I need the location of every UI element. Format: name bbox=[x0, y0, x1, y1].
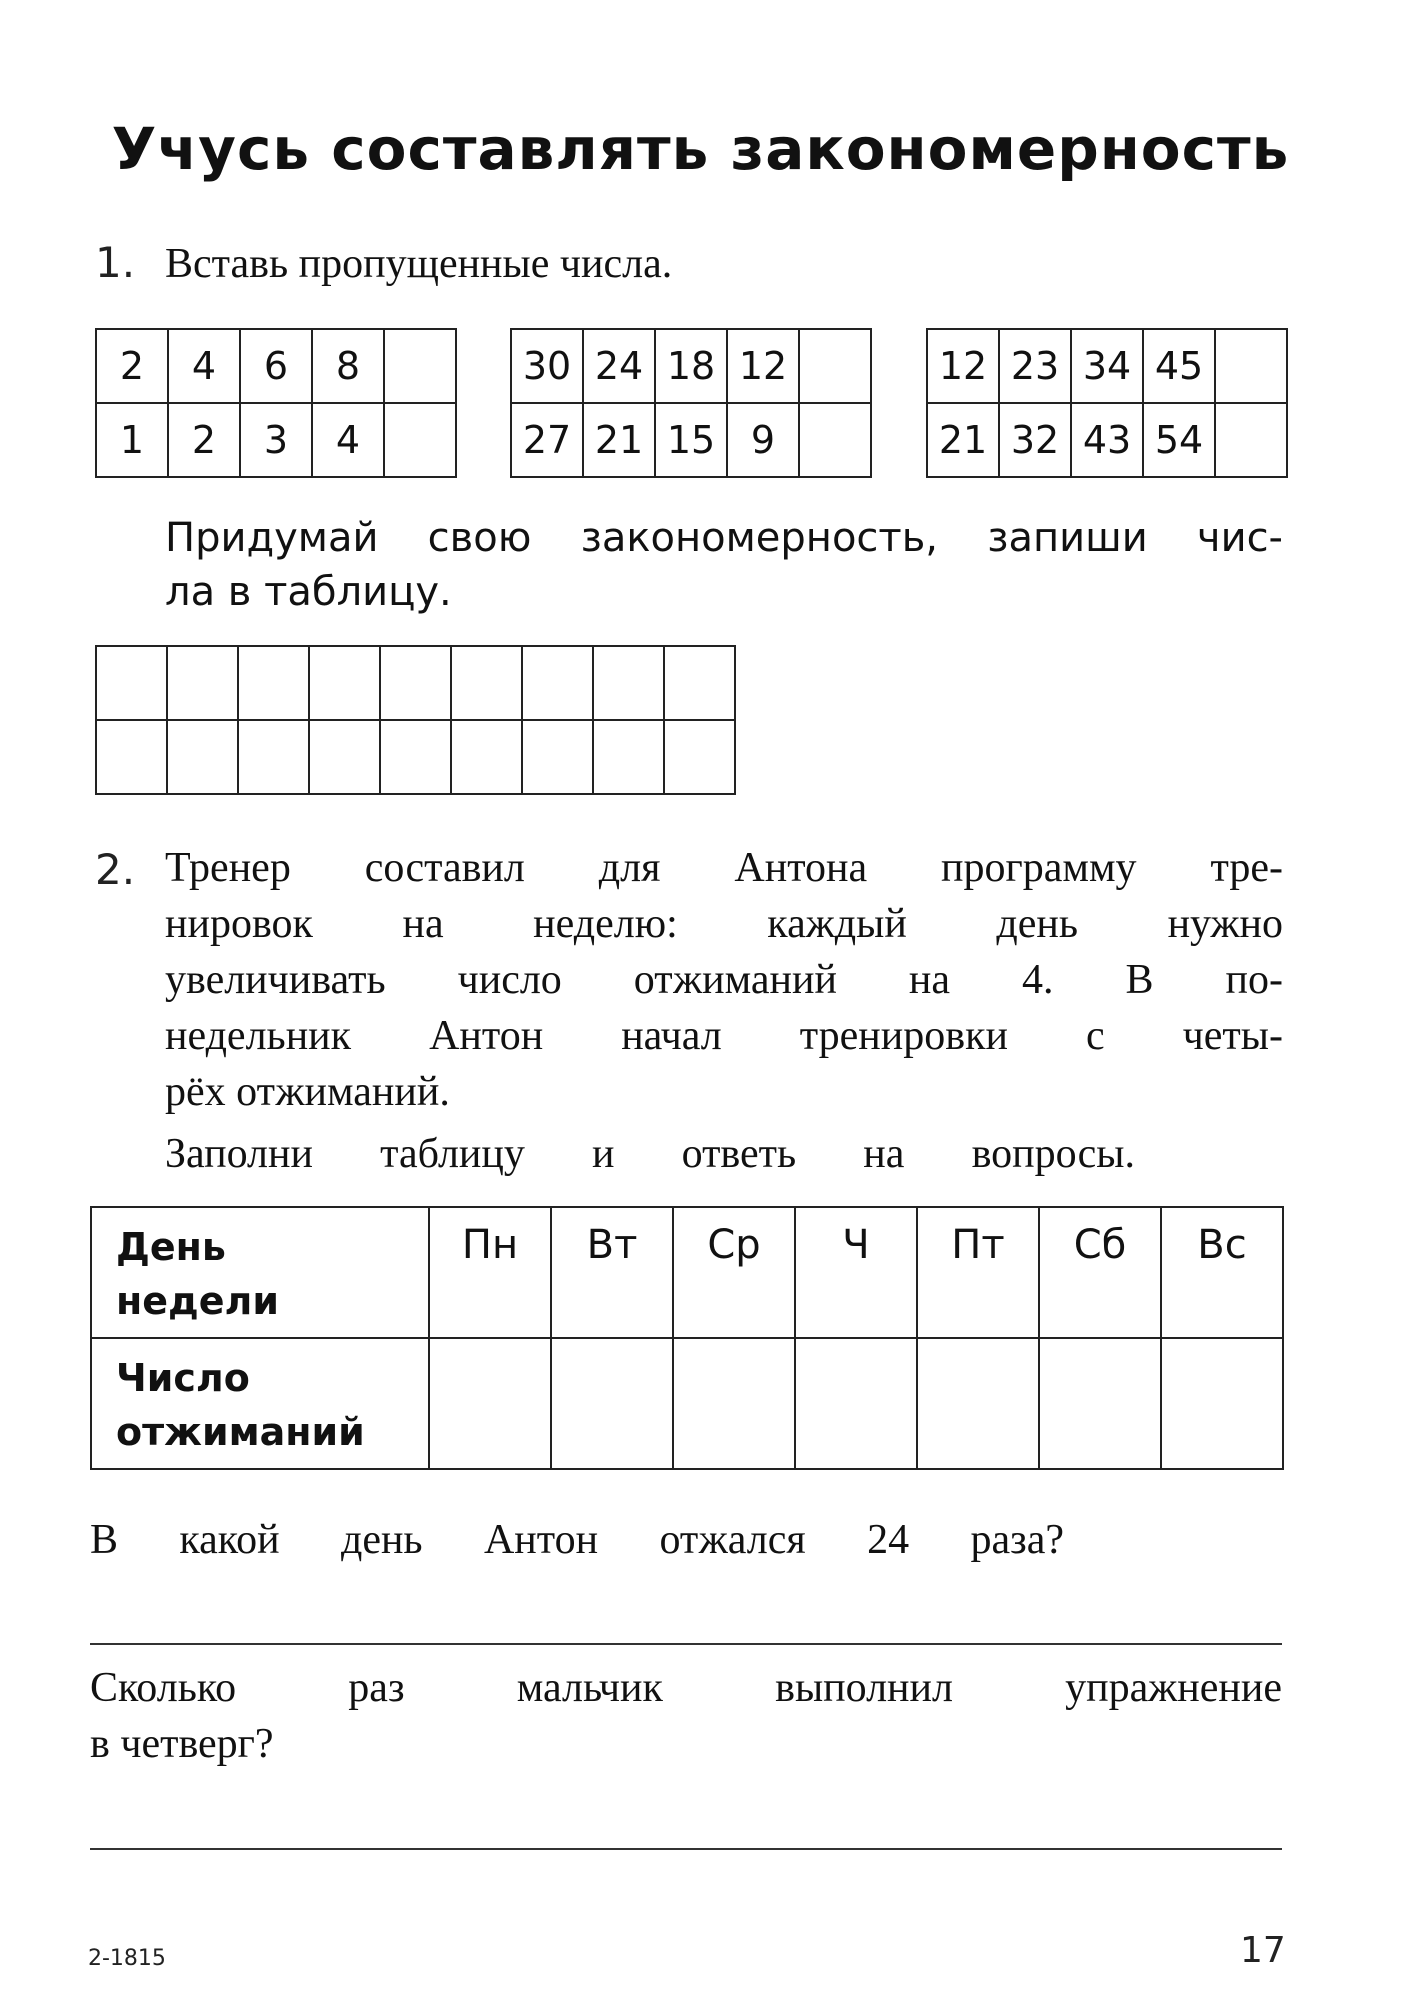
own-pattern-instruction-line1: Придумай свою закономерность, запиши чис- bbox=[165, 515, 1283, 561]
own-pattern-cell[interactable] bbox=[167, 646, 238, 720]
pattern-cell: 2 bbox=[96, 329, 168, 403]
pattern-blank-cell[interactable] bbox=[799, 403, 871, 477]
day-tue: Вт bbox=[551, 1207, 673, 1338]
own-pattern-cell[interactable] bbox=[593, 720, 664, 794]
task-2-number: 2. bbox=[95, 845, 136, 894]
pattern-table-1 bbox=[95, 328, 457, 478]
task-1-number: 1. bbox=[95, 238, 136, 287]
own-pattern-cell[interactable] bbox=[380, 646, 451, 720]
pattern-blank-cell[interactable] bbox=[384, 329, 456, 403]
own-pattern-cell[interactable] bbox=[664, 646, 735, 720]
own-pattern-cell[interactable] bbox=[451, 646, 522, 720]
pattern-cell: 34 bbox=[1071, 329, 1143, 403]
pattern-cell: 15 bbox=[655, 403, 727, 477]
task-2-text-line5: рёх отжиманий. bbox=[165, 1069, 450, 1115]
pushups-mon-cell[interactable] bbox=[429, 1338, 551, 1469]
pattern-cell: 8 bbox=[312, 329, 384, 403]
row-header-day-of-week bbox=[91, 1207, 429, 1338]
publication-code: 2-1815 bbox=[88, 1946, 166, 1971]
pattern-cell: 4 bbox=[168, 329, 240, 403]
day-sun: Вс bbox=[1161, 1207, 1283, 1338]
answer-line-2[interactable] bbox=[90, 1848, 1282, 1850]
pattern-cell: 9 bbox=[727, 403, 799, 477]
pushups-sun-cell[interactable] bbox=[1161, 1338, 1283, 1469]
question-2-line2: в четверг? bbox=[90, 1721, 274, 1767]
pattern-cell: 12 bbox=[727, 329, 799, 403]
pushups-tue-cell[interactable] bbox=[551, 1338, 673, 1469]
pattern-cell: 43 bbox=[1071, 403, 1143, 477]
pattern-cell: 2 bbox=[168, 403, 240, 477]
day-wed: Ср bbox=[673, 1207, 795, 1338]
day-thu: Ч bbox=[795, 1207, 917, 1338]
task-2-text-line3: увеличивать число отжиманий на 4. В по- bbox=[165, 957, 1283, 1003]
own-pattern-table bbox=[95, 645, 736, 795]
pattern-blank-cell[interactable] bbox=[1215, 403, 1287, 477]
day-mon: Пн bbox=[429, 1207, 551, 1338]
task-2-text-line2: нировок на неделю: каждый день нужно bbox=[165, 901, 1283, 947]
own-pattern-cell[interactable] bbox=[309, 646, 380, 720]
pattern-cell: 30 bbox=[511, 329, 583, 403]
pattern-blank-cell[interactable] bbox=[799, 329, 871, 403]
own-pattern-cell[interactable] bbox=[380, 720, 451, 794]
pattern-cell: 4 bbox=[312, 403, 384, 477]
day-sat: Сб bbox=[1039, 1207, 1161, 1338]
task-1-instruction: Вставь пропущенные числа. bbox=[165, 241, 673, 287]
pattern-cell: 21 bbox=[927, 403, 999, 477]
pattern-cell: 6 bbox=[240, 329, 312, 403]
own-pattern-cell[interactable] bbox=[451, 720, 522, 794]
pattern-table-2 bbox=[510, 328, 872, 478]
pattern-cell: 21 bbox=[583, 403, 655, 477]
pushups-thu-cell[interactable] bbox=[795, 1338, 917, 1469]
task-2-fill-instruction: Заполни таблицу и ответь на вопросы. bbox=[165, 1131, 1135, 1177]
pattern-cell: 12 bbox=[927, 329, 999, 403]
own-pattern-cell[interactable] bbox=[522, 646, 593, 720]
pattern-cell: 24 bbox=[583, 329, 655, 403]
own-pattern-cell[interactable] bbox=[96, 646, 167, 720]
task-2-text-line1: Тренер составил для Антона программу тре- bbox=[165, 845, 1283, 891]
own-pattern-cell[interactable] bbox=[238, 720, 309, 794]
day-fri: Пт bbox=[917, 1207, 1039, 1338]
pattern-cell: 54 bbox=[1143, 403, 1215, 477]
own-pattern-cell[interactable] bbox=[96, 720, 167, 794]
pattern-cell: 45 bbox=[1143, 329, 1215, 403]
pattern-cell: 32 bbox=[999, 403, 1071, 477]
own-pattern-cell[interactable] bbox=[522, 720, 593, 794]
question-2-line1: Сколько раз мальчик выполнил упражнение bbox=[90, 1665, 1282, 1711]
page-title: Учусь составлять закономерность bbox=[111, 115, 1290, 183]
pattern-table-3 bbox=[926, 328, 1288, 478]
own-pattern-cell[interactable] bbox=[664, 720, 735, 794]
own-pattern-cell[interactable] bbox=[167, 720, 238, 794]
pushups-wed-cell[interactable] bbox=[673, 1338, 795, 1469]
pattern-cell: 23 bbox=[999, 329, 1071, 403]
pattern-cell: 1 bbox=[96, 403, 168, 477]
row-header-pushup-count bbox=[91, 1338, 429, 1469]
pattern-cell: 27 bbox=[511, 403, 583, 477]
pattern-blank-cell[interactable] bbox=[1215, 329, 1287, 403]
row-header-line: отжиманий bbox=[116, 1410, 365, 1454]
own-pattern-instruction-line2: ла в таблицу. bbox=[165, 569, 452, 615]
page-number: 17 bbox=[1240, 1930, 1286, 1971]
answer-line-1[interactable] bbox=[90, 1643, 1282, 1645]
pushups-fri-cell[interactable] bbox=[917, 1338, 1039, 1469]
row-header-line: День bbox=[116, 1225, 226, 1269]
own-pattern-cell[interactable] bbox=[238, 646, 309, 720]
row-header-line: Число bbox=[116, 1356, 250, 1400]
question-1: В какой день Антон отжался 24 раза? bbox=[90, 1517, 1064, 1563]
pushups-sat-cell[interactable] bbox=[1039, 1338, 1161, 1469]
row-header-line: недели bbox=[116, 1279, 279, 1323]
own-pattern-cell[interactable] bbox=[593, 646, 664, 720]
own-pattern-cell[interactable] bbox=[309, 720, 380, 794]
pushups-week-table bbox=[90, 1206, 1284, 1470]
task-2-text-line4: недельник Антон начал тренировки с четы- bbox=[165, 1013, 1283, 1059]
pattern-cell: 18 bbox=[655, 329, 727, 403]
pattern-blank-cell[interactable] bbox=[384, 403, 456, 477]
pattern-cell: 3 bbox=[240, 403, 312, 477]
